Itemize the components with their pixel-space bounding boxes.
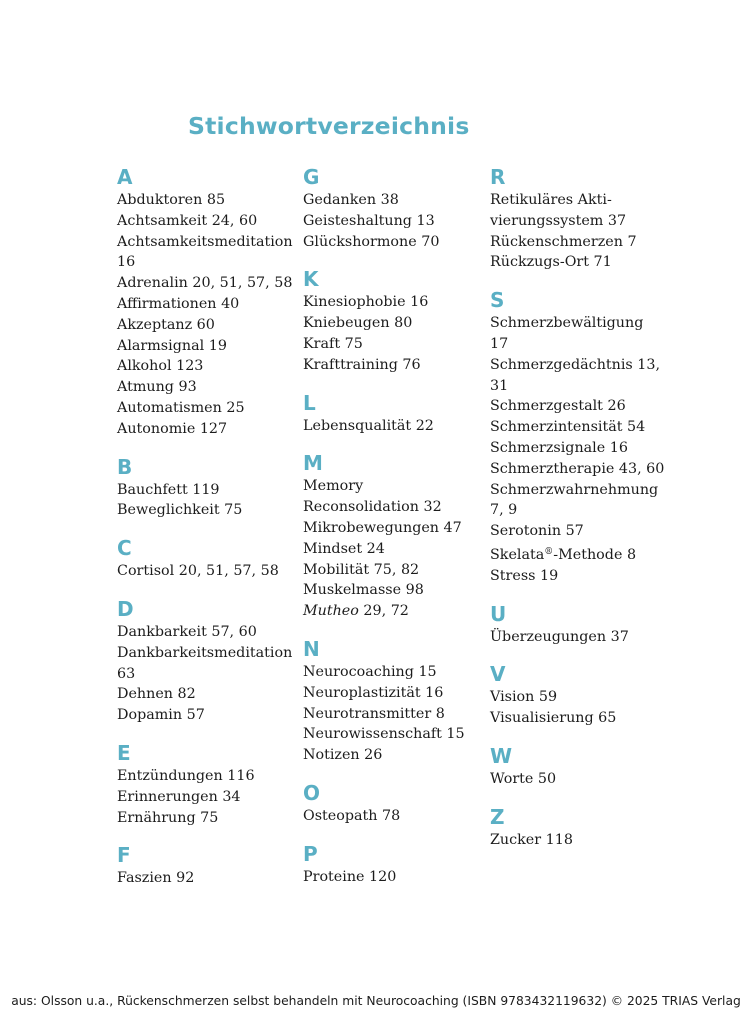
index-entry: [117, 684, 299, 705]
index-entry: [303, 683, 485, 704]
index-entry-line: Neurocoaching 15: [303, 663, 437, 680]
index-entry-line: Alkohol 123: [117, 358, 204, 375]
index-section-e: [117, 740, 299, 828]
index-entry: [117, 808, 299, 829]
index-entry: [117, 643, 299, 685]
index-term-rest: -Methode 8: [553, 546, 637, 563]
index-entry: [117, 622, 299, 643]
index-entry-line: Cortisol 20, 51, 57, 58: [117, 563, 279, 580]
index-entry: [303, 211, 485, 232]
index-entry: [117, 500, 299, 521]
index-entry-line: Überzeugungen 37: [490, 628, 629, 645]
index-entry: [490, 708, 672, 729]
index-section-m: [303, 450, 485, 622]
index-entry-line: Vision 59: [490, 689, 558, 706]
index-entry-line: Akzeptanz 60: [117, 316, 215, 333]
index-section-u: [490, 601, 672, 648]
index-entry: [303, 806, 485, 827]
index-section-l: [303, 390, 485, 437]
index-entry: [303, 232, 485, 253]
index-entry: [117, 356, 299, 377]
index-entry-line: Krafttraining 76: [303, 356, 421, 373]
index-term: Mutheo: [303, 603, 359, 620]
index-entry: [490, 252, 672, 273]
index-entry-line: Muskelmasse 98: [303, 582, 424, 599]
index-entry: [303, 704, 485, 725]
index-entry-line: Schmerzsignale 16: [490, 439, 628, 456]
index-pages: 29, 72: [363, 603, 409, 620]
index-entry-continuation: 7, 9: [490, 502, 518, 519]
index-entry-line: Neurotransmitter 8: [303, 705, 445, 722]
index-entry-line: Dankbarkeitsmeditation: [117, 644, 293, 661]
index-entry-line: Schmerzintensität 54: [490, 419, 646, 436]
index-entry-continuation: Reconsolidation 32: [303, 499, 442, 516]
index-entry: [303, 476, 485, 518]
index-entry: [117, 561, 299, 582]
index-section-o: [303, 780, 485, 827]
index-entry-line: Glückshormone 70: [303, 233, 440, 250]
index-entry: [490, 830, 672, 851]
index-entry: [490, 480, 672, 522]
index-entry: [117, 211, 299, 232]
index-entry: [490, 687, 672, 708]
section-letter: R: [490, 165, 506, 189]
section-letter: C: [117, 536, 132, 561]
index-section-s: [490, 287, 672, 586]
index-entry: [117, 480, 299, 501]
index-entry-line: Achtsamkeit 24, 60: [117, 212, 258, 229]
index-entry-line: Notizen 26: [303, 747, 383, 764]
index-entry: [303, 745, 485, 766]
index-entry: [303, 190, 485, 211]
index-entry-line: Kniebeugen 80: [303, 315, 413, 332]
index-entry-line: Geisteshaltung 13: [303, 212, 435, 229]
index-column-3: [490, 164, 672, 865]
index-entry: [117, 232, 299, 274]
index-entry-line: Zucker 118: [490, 831, 573, 848]
index-entry: [117, 398, 299, 419]
index-entry-continuation: vierungssystem 37: [490, 212, 627, 229]
section-letter: W: [490, 743, 513, 768]
index-entry: [490, 396, 672, 417]
index-entry: [490, 438, 672, 459]
index-entry: [490, 627, 672, 648]
index-entry-continuation: 16: [117, 254, 136, 271]
index-entry: [303, 560, 485, 581]
section-letter: U: [490, 601, 507, 626]
index-entry-line: Neurowissenschaft 15: [303, 726, 465, 743]
index-entry-line: Neuroplastizität 16: [303, 684, 444, 701]
index-entry: [303, 416, 485, 437]
index-entry-line: Rückenschmerzen 7: [490, 233, 637, 250]
index-entry: [490, 769, 672, 790]
index-entry-line: Serotonin 57: [490, 523, 584, 540]
index-entry: [117, 868, 299, 889]
index-entry-line: Retikuläres Akti-: [490, 192, 612, 208]
index-entry: [490, 232, 672, 253]
section-letter: D: [117, 596, 134, 621]
index-entry-line: Abduktoren 85: [117, 192, 226, 208]
index-entry-line: Kinesiophobie 16: [303, 294, 429, 311]
index-entry: [303, 292, 485, 313]
index-entry-line: Mikrobewegungen 47: [303, 519, 462, 536]
index-entry: [490, 459, 672, 480]
section-letter: K: [303, 267, 319, 292]
index-entry: [117, 315, 299, 336]
index-section-g: [303, 164, 485, 252]
index-entry: [303, 662, 485, 683]
index-section-z: [490, 804, 672, 851]
index-entry: [303, 334, 485, 355]
section-letter: G: [303, 165, 320, 189]
index-entry: [490, 521, 672, 542]
index-column-1: [117, 164, 299, 903]
index-entry: [303, 580, 485, 601]
section-letter: B: [117, 454, 133, 479]
index-section-p: [303, 841, 485, 888]
index-entry: [303, 867, 485, 888]
section-letter: O: [303, 780, 321, 805]
index-entry: [490, 190, 672, 232]
index-section-d: [117, 596, 299, 726]
index-section-n: [303, 636, 485, 766]
index-entry: [303, 518, 485, 539]
index-entry: [117, 766, 299, 787]
section-letter: Z: [490, 804, 505, 829]
section-letter: M: [303, 451, 323, 476]
index-entry-line: Kraft 75: [303, 335, 363, 352]
index-entry-line: Dankbarkeit 57, 60: [117, 623, 257, 640]
index-section-v: [490, 661, 672, 729]
index-entry-line: Lebensqualität 22: [303, 417, 434, 434]
index-entry: [303, 313, 485, 334]
index-entry: [490, 417, 672, 438]
index-entry-line: Proteine 120: [303, 868, 397, 885]
index-entry: [117, 705, 299, 726]
index-entry-line: Memory: [303, 478, 364, 495]
index-term: Skelata: [490, 546, 545, 563]
index-entry-line: Achtsamkeitsmeditation: [117, 233, 293, 250]
section-letter: S: [490, 288, 505, 313]
index-entry-continuation: 31: [490, 377, 509, 394]
index-entry-line: Automatismen 25: [117, 399, 245, 416]
index-entry-line: Mobilität 75, 82: [303, 561, 420, 578]
index-entry-line: Rückzugs-Ort 71: [490, 254, 612, 271]
index-entry-line: Erinnerungen 34: [117, 788, 241, 805]
index-entry-line: Adrenalin 20, 51, 57, 58: [117, 275, 293, 292]
index-entry-continuation: 63: [117, 665, 136, 682]
index-entry-line: Dopamin 57: [117, 707, 205, 724]
index-entry-line: Ernährung 75: [117, 809, 219, 826]
index-entry-line: Schmerzgestalt 26: [490, 398, 626, 415]
section-letter: N: [303, 636, 320, 661]
index-entry-line: Atmung 93: [117, 379, 197, 396]
index-entry: [117, 419, 299, 440]
index-section-r: [490, 164, 672, 273]
index-entry: [117, 273, 299, 294]
index-section-k: [303, 266, 485, 375]
index-entry: [303, 601, 485, 622]
index-entry-line: Worte 50: [490, 770, 557, 787]
index-entry: [303, 724, 485, 745]
index-entry: [117, 190, 299, 211]
index-entry-line: Schmerztherapie 43, 60: [490, 460, 665, 477]
index-entry: [303, 539, 485, 560]
section-letter: L: [303, 390, 316, 415]
index-entry: [117, 294, 299, 315]
index-section-c: [117, 535, 299, 582]
index-entry-line: Beweglichkeit 75: [117, 502, 243, 519]
index-entry-line: Visualisierung 65: [490, 710, 617, 727]
index-entry-line: Gedanken 38: [303, 192, 399, 208]
index-entry-line: Autonomie 127: [117, 420, 228, 437]
section-letter: P: [303, 841, 318, 866]
index-entry: [490, 355, 672, 397]
index-entry: [117, 336, 299, 357]
index-entry-line: Mindset 24: [303, 540, 385, 557]
index-entry-continuation: 17: [490, 335, 509, 352]
index-entry-line: Stress 19: [490, 567, 559, 584]
index-entry-line: Bauchfett 119: [117, 481, 220, 498]
section-letter: A: [117, 165, 133, 189]
page-title: Stichwortverzeichnis: [188, 112, 470, 140]
index-entry-line: Faszien 92: [117, 870, 195, 887]
index-section-f: [117, 842, 299, 889]
source-footer: aus: Olsson u.a., Rückenschmerzen selbst behandeln mit Neurocoaching (ISBN 9783432119632) © 2025 TRIAS Verlag: [11, 994, 741, 1008]
registered-mark: ®: [544, 546, 554, 557]
index-section-a: [117, 164, 299, 440]
section-letter: V: [490, 662, 506, 687]
section-letter: F: [117, 843, 131, 868]
index-entry: [490, 542, 672, 566]
index-entry-line: Schmerzwahrnehmung: [490, 481, 659, 498]
index-entry-line: Schmerzbewältigung: [490, 315, 644, 332]
index-entry-line: Entzündungen 116: [117, 767, 255, 784]
index-entry: [117, 787, 299, 808]
section-letter: E: [117, 740, 131, 765]
index-entry-line: Osteopath 78: [303, 807, 401, 824]
index-section-b: [117, 454, 299, 522]
index-entry: [303, 355, 485, 376]
index-entry-line: Affirmationen 40: [117, 295, 240, 312]
index-entry-line: Schmerzgedächtnis 13,: [490, 356, 661, 373]
index-entry-line: Dehnen 82: [117, 686, 196, 703]
index-section-w: [490, 743, 672, 790]
index-entry-line: Alarmsignal 19: [117, 337, 227, 354]
index-entry: [117, 377, 299, 398]
index-column-2: [303, 164, 485, 902]
index-entry: [490, 313, 672, 355]
index-entry: [490, 566, 672, 587]
